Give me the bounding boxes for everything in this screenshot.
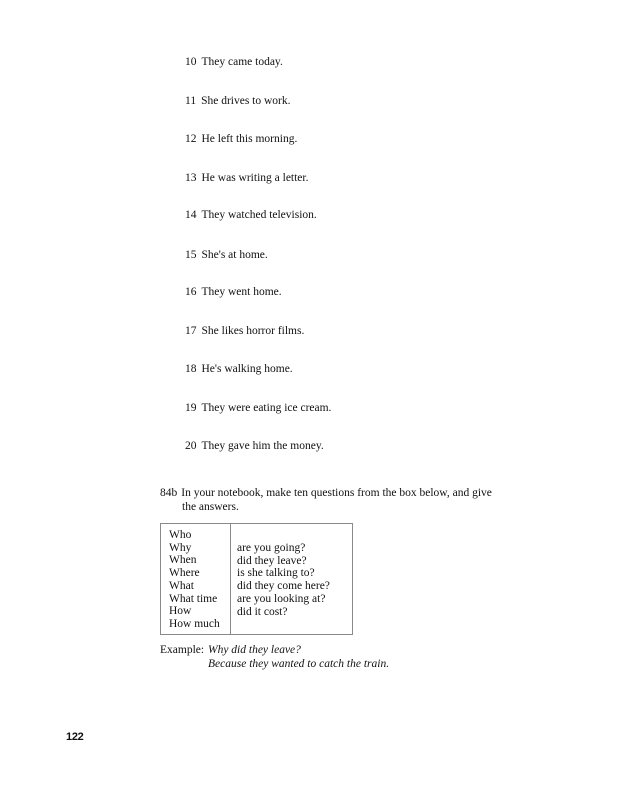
sentence-item [185,402,331,414]
sentence-item [185,325,304,337]
sentence-number: 18 [185,363,197,375]
question-word: Why [169,541,192,554]
sentence-item [185,363,293,375]
phrases-list [237,542,330,618]
sentence-text: They went home. [201,286,282,298]
sentence-item [185,286,282,298]
sentence-text: She likes horror films. [201,325,305,337]
phrase: did they leave? [237,554,307,567]
sentence-number: 12 [185,133,197,145]
sentence-text: He was writing a letter. [201,172,309,184]
example-label: Example: [160,644,205,656]
sentence-text: They gave him the money. [201,440,324,452]
sentence-item [185,440,324,452]
sentence-number: 10 [185,56,197,68]
sentence-text: He's walking home. [201,363,293,375]
example-block [160,643,389,671]
question-word: What [169,579,194,592]
exercise-instruction [160,486,540,514]
sentence-number: 16 [185,286,197,298]
question-word: Who [169,529,192,541]
sentence-text: She's at home. [201,249,268,261]
sentence-item [185,133,297,145]
question-word: Where [169,567,200,580]
sentence-text: They watched television. [201,209,317,221]
phrase: are you going? [237,542,306,554]
sentence-text: He left this morning. [201,133,298,145]
phrase: are you looking at? [237,592,326,605]
instruction-line-1: In your notebook, make ten questions from the box below, and give [181,487,492,499]
sentence-number: 14 [185,209,197,221]
sentence-number: 19 [185,402,197,414]
sentence-text: They came today. [201,56,283,68]
question-word: How much [169,617,220,630]
question-box [160,523,353,635]
sentence-item [185,209,317,221]
sentence-number: 15 [185,249,197,261]
example-question: Why did they leave? [208,644,301,656]
page-number: 122 [66,731,84,743]
question-words-list [169,529,220,631]
sentence-text: She drives to work. [201,95,291,107]
phrase: did it cost? [237,605,288,618]
question-word: When [169,554,197,567]
sentence-number: 11 [185,95,197,107]
phrase: did they come here? [237,580,330,593]
sentence-number: 13 [185,172,197,184]
sentence-number: 20 [185,440,197,452]
sentence-item [185,172,308,184]
question-word: How [169,605,192,618]
question-word: What time [169,592,218,605]
phrase: is she talking to? [237,567,315,580]
sentence-item [185,95,291,107]
sentence-item [185,56,283,68]
example-answer: Because they wanted to catch the train. [208,658,390,670]
sentence-text: They were eating ice cream. [201,402,332,414]
exercise-label: 84b [160,487,178,499]
sentence-number: 17 [185,325,197,337]
instruction-line-2: the answers. [182,501,239,513]
sentence-item [185,249,268,261]
